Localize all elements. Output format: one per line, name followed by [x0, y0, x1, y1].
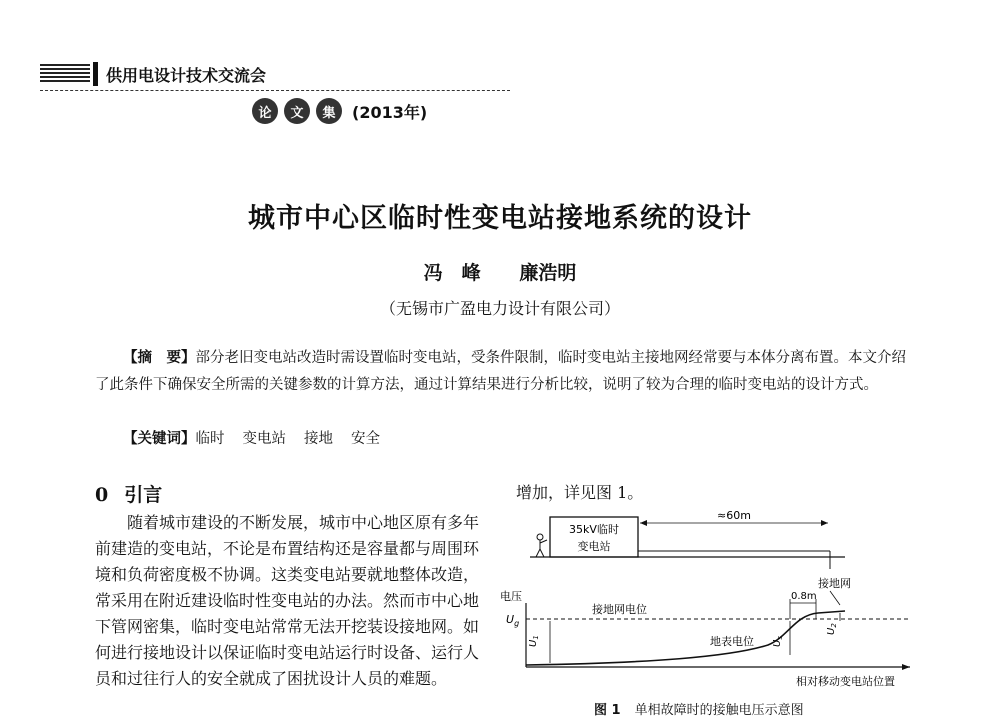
keywords-label: 【关键词】 — [123, 430, 196, 447]
proceedings-year: (2013年) — [352, 103, 428, 122]
surface-potential-curve — [526, 611, 845, 665]
author-name: 廉浩明 — [519, 262, 577, 284]
station-label-line1: 35kV临时 — [569, 523, 619, 536]
header-bar-decoration — [93, 62, 98, 86]
us-subscript: s — [776, 636, 784, 640]
proceedings-seal — [252, 98, 342, 124]
u2-letter: U — [826, 627, 837, 635]
abstract-text: 部分老旧变电站改造时需设置临时变电站，受条件限制，临时变电站主接地网经常要与本体分离布置。本文介绍了此条件下确保安全所需的关键参数的计算方法，通过计算结果进行分析比较，说明了较为合理的临时变电站的设计方式。 — [95, 350, 906, 393]
figure-touch-voltage-diagram — [500, 507, 930, 697]
surface-potential-label: 地表电位 — [710, 635, 754, 648]
u1-label — [528, 635, 540, 647]
author-list — [0, 258, 1000, 285]
section-number: 0 — [95, 484, 109, 506]
header-rule — [40, 90, 510, 91]
grid-potential-label: 接地网电位 — [592, 603, 647, 616]
abstract — [95, 344, 915, 399]
u2-label — [826, 623, 838, 635]
seal-char: 论 — [252, 98, 278, 124]
right-column-text: 增加，详见图 1。 — [516, 483, 644, 502]
keyword: 变电站 — [242, 431, 286, 447]
distance-label: ≈60m — [717, 509, 751, 522]
us-letter: U — [772, 639, 783, 647]
keyword: 接地 — [304, 431, 333, 447]
spacing-label: 0.8m — [791, 591, 817, 602]
us-label — [772, 636, 784, 647]
section-title: 引言 — [124, 484, 163, 506]
grid-leader-line — [830, 591, 840, 605]
paper-title: 城市中心区临时性变电站接地系统的设计 — [248, 203, 752, 234]
arrow-left-icon — [640, 520, 647, 526]
ug-subscript: g — [514, 619, 520, 628]
seal-char: 文 — [284, 98, 310, 124]
seal-char: 集 — [316, 98, 342, 124]
section-heading — [95, 480, 162, 507]
u1-letter: U — [528, 639, 539, 647]
author-name: 冯 峰 — [423, 262, 481, 284]
grounding-grid-label: 接地网 — [818, 577, 851, 590]
voltage-axis-label: 电压 — [500, 590, 522, 603]
x-axis-arrow-icon — [902, 664, 910, 670]
header-stripes-decoration — [40, 64, 90, 82]
person-icon — [536, 534, 547, 557]
keywords — [123, 427, 398, 448]
u2-subscript: 2 — [830, 623, 838, 628]
keyword: 临时 — [195, 431, 225, 447]
affiliation: （无锡市广盈电力设计有限公司） — [379, 299, 620, 318]
caption-text: 单相故障时的接触电压示意图 — [634, 703, 804, 718]
u1-subscript: 1 — [532, 635, 540, 640]
keyword: 安全 — [351, 431, 380, 447]
intro-paragraph: 随着城市建设的不断发展，城市中心地区原有多年前建造的变电站，不论是布置结构还是容量都与周围环境和负荷密度极不协调。这类变电站要就地整体改造，常采用在附近建设临时性变电站的办法。然而市中心地下管网密集，临时变电站常常无法开挖装设接地网。如何进行接地设计以保证临时变电站运行时设备、运行人员和过往行人的安全就成了困扰设计人员的难题。 — [95, 513, 480, 688]
series-title: 供用电设计技术交流会 — [106, 66, 267, 85]
x-axis-label: 相对移动变电站位置 — [796, 675, 895, 688]
caption-number: 图 1 — [594, 703, 621, 718]
station-label-line2: 变电站 — [577, 540, 611, 553]
figure-caption — [594, 699, 804, 718]
arrow-right-icon — [821, 520, 828, 526]
abstract-label: 【摘 要】 — [123, 349, 196, 366]
ug-letter: U — [506, 613, 515, 626]
ug-label — [506, 613, 519, 628]
